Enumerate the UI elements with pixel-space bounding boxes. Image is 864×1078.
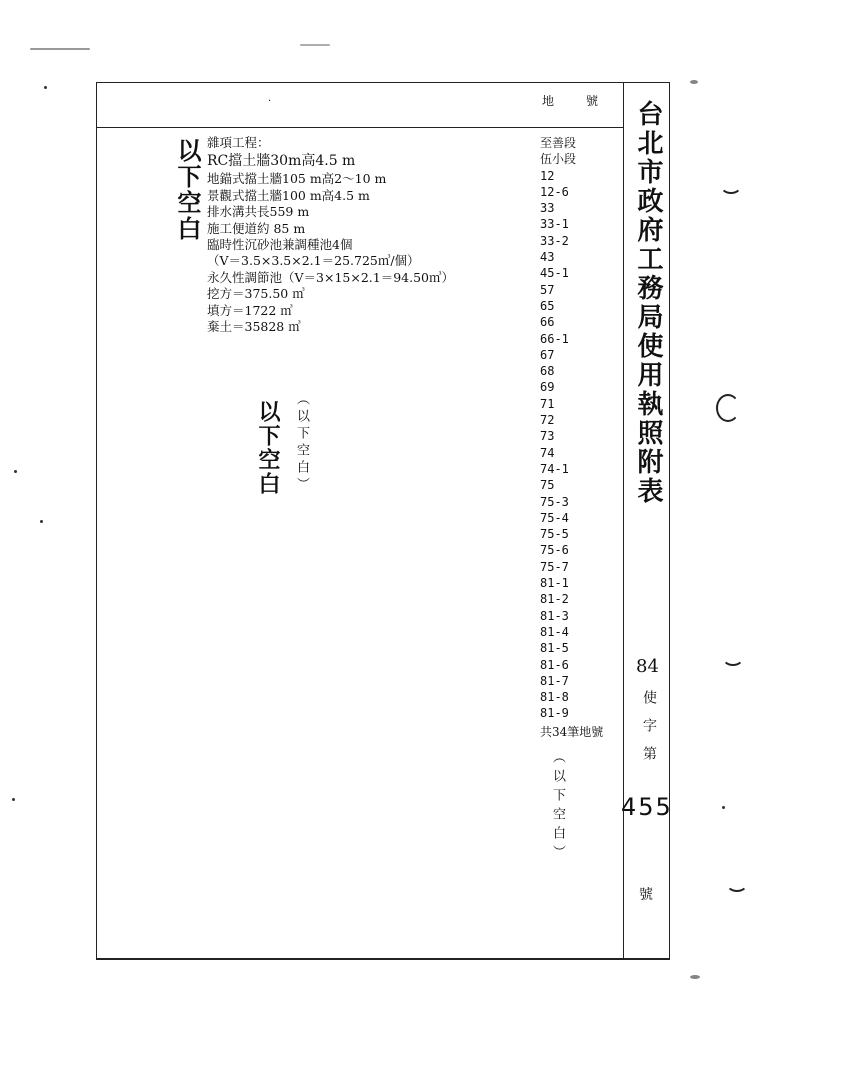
work-item: 永久性調節池（V＝3×15×2.1＝94.50㎥） — [207, 269, 454, 285]
scan-noise — [722, 806, 725, 809]
handwritten-blank-mark-1: 以下空白 — [173, 138, 201, 242]
scan-noise — [716, 394, 740, 422]
lot-number: 81-3 — [540, 608, 569, 623]
lot-number: 72 — [540, 413, 555, 428]
lot-number: 81-8 — [540, 690, 569, 705]
lot-number: 45-1 — [540, 266, 569, 281]
lot-number: 74 — [540, 445, 555, 460]
lot-number: 81-9 — [540, 706, 569, 721]
form-bottom-rule — [96, 958, 670, 960]
scan-noise — [690, 975, 700, 979]
lot-number: 71 — [540, 396, 555, 411]
lot-number: 81-5 — [540, 641, 569, 656]
work-item: RC擋土牆30m高4.5 m — [207, 153, 356, 170]
lot-number: 68 — [540, 364, 555, 379]
lot-number: 12 — [540, 168, 555, 183]
title-column-divider — [623, 82, 624, 960]
lot-number: 81-7 — [540, 673, 569, 688]
lot-number: 75 — [540, 478, 555, 493]
work-item: 景觀式擋土牆100 m高4.5 m — [207, 187, 370, 203]
document-title: 台北市政府工務局使用執照附表 — [633, 100, 663, 506]
permit-prefix: 使字第 — [641, 690, 657, 774]
work-item: 施工便道約 85 m — [207, 220, 306, 236]
typed-blank-mark-2: （以下空白） — [550, 750, 565, 864]
scan-noise — [44, 86, 47, 89]
scan-noise — [300, 44, 330, 46]
lot-number: 75-7 — [540, 559, 569, 574]
lot-number: 69 — [540, 380, 555, 395]
work-item: 雜項工程： — [207, 135, 270, 150]
permit-year: 84 — [636, 656, 659, 677]
typed-blank-mark-1: （以下空白） — [294, 392, 309, 494]
lot-number: 75-6 — [540, 543, 569, 558]
lot-number-header: 地號 — [542, 94, 631, 108]
work-item: 挖方＝375.50 ㎥ — [207, 286, 305, 302]
lot-number: 65 — [540, 298, 555, 313]
lot-number: 33-1 — [540, 217, 569, 232]
lot-number: 75-4 — [540, 510, 569, 525]
work-item: 棄土＝35828 ㎥ — [207, 319, 301, 335]
lot-number: 66 — [540, 315, 555, 330]
lot-number: 33-2 — [540, 233, 569, 248]
lot-number: 67 — [540, 347, 555, 362]
header-divider — [96, 127, 624, 128]
lot-number: 75-5 — [540, 527, 569, 542]
lot-numbers-list — [540, 135, 603, 740]
scan-noise — [720, 176, 742, 194]
scan-noise — [40, 520, 43, 523]
lot-number: 81-1 — [540, 576, 569, 591]
permit-suffix: 號 — [639, 887, 653, 903]
work-item: 填方＝1722 ㎥ — [207, 302, 293, 318]
work-item: 排水溝共長559 m — [207, 204, 310, 220]
lot-number: 12-6 — [540, 184, 569, 199]
lot-number: 73 — [540, 429, 555, 444]
scan-noise — [726, 874, 748, 892]
lot-section: 至善段 — [540, 136, 577, 150]
lot-number: 81-6 — [540, 657, 569, 672]
lot-number: 66-1 — [540, 331, 569, 346]
scan-noise — [690, 80, 698, 84]
lot-subsection: 伍小段 — [540, 152, 577, 167]
lot-total: 共34筆地號 — [540, 724, 604, 739]
work-item: 臨時性沉砂池兼調種池4個 — [207, 237, 353, 253]
scan-noise — [30, 48, 90, 50]
lot-number: 75-3 — [540, 494, 569, 509]
lot-number: 81-4 — [540, 624, 569, 639]
lot-number: 43 — [540, 250, 555, 265]
scan-noise — [722, 648, 744, 666]
lot-number: 57 — [540, 282, 555, 297]
lot-number: 81-2 — [540, 592, 569, 607]
header-dot: · — [268, 96, 272, 107]
handwritten-blank-mark-2: 以下空白 — [255, 400, 280, 496]
work-item: 地錨式擋土牆105 m高2～10 m — [207, 171, 387, 187]
work-items-list — [207, 135, 454, 335]
lot-number: 33 — [540, 201, 555, 216]
scan-noise — [12, 798, 15, 801]
work-item: （V＝3.5×3.5×2.1＝25.725㎥/個） — [207, 253, 420, 269]
lot-number: 74-1 — [540, 461, 569, 476]
permit-number: 455 — [621, 793, 673, 821]
scan-noise — [14, 470, 17, 473]
